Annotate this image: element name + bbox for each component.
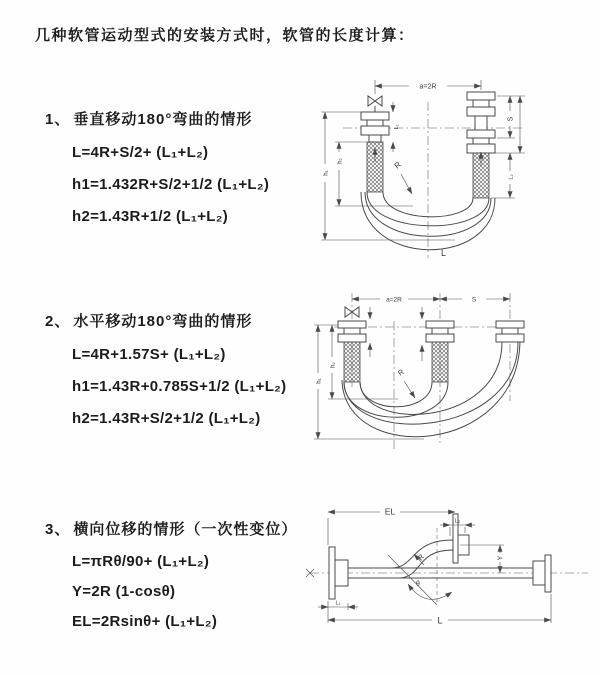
dim-travel-label: S	[471, 296, 477, 304]
fitting-length-arrows	[370, 307, 422, 361]
radius-label: R	[392, 159, 403, 171]
angle-construction	[388, 528, 452, 605]
formula-length: L=4R+S/2+ (L₁+L₂)	[72, 143, 209, 161]
length-dimension	[328, 594, 551, 626]
left-flange-fitting	[329, 547, 348, 599]
section-2-number: 2、	[45, 312, 71, 330]
height-dimensions	[314, 325, 424, 439]
dim-el-label: EL	[384, 506, 396, 517]
diagram-horizontal-move-180	[306, 281, 598, 453]
dim-y-label: Y	[497, 555, 505, 561]
section-2-heading	[45, 302, 286, 338]
right-flange-fitting	[496, 321, 524, 342]
radius-leader	[396, 367, 415, 398]
middle-flange-fitting	[426, 321, 454, 382]
formula-h1: h1=1.432R+S/2+1/2 (L₁+L₂)	[72, 175, 270, 193]
left-flange-fitting	[361, 112, 389, 192]
section-1-heading	[45, 100, 269, 136]
dim-fit-right-label: L₂	[508, 174, 515, 180]
angle-label: θ	[416, 581, 420, 588]
formula-length: L=4R+1.57S+ (L₁+L₂)	[72, 345, 226, 363]
section-1-title: 垂直移动180°弯曲的情形	[73, 110, 253, 128]
section-1-number: 1、	[45, 110, 71, 128]
dim-h2-label: h₂	[330, 362, 337, 368]
section-3-heading	[45, 510, 297, 546]
dim-fit-left-label: L₁	[394, 124, 400, 130]
hose-curves	[342, 339, 520, 437]
dim-h1-label: h₁	[316, 378, 323, 384]
radius-leader	[393, 160, 412, 194]
dim-span-label: a=2R	[386, 296, 402, 304]
dim-travel-label: S	[507, 116, 515, 122]
fit-left-dimension	[318, 601, 358, 611]
dim-fit-left-label: L₁	[335, 600, 341, 607]
radius-label: R	[415, 552, 427, 563]
dim-span-label: a=2R	[419, 83, 437, 91]
dim-h2-label: h₂	[337, 158, 344, 164]
diagram-vertical-move-180	[313, 66, 598, 261]
formula-el: EL=2Rsinθ+ (L₁+L₂)	[72, 612, 218, 630]
formula-h2: h2=1.43R+S/2+1/2 (L₁+L₂)	[72, 409, 261, 427]
formula-length: L=πRθ/90+ (L₁+L₂)	[72, 552, 210, 570]
dim-fit-right-label: L₂	[454, 518, 461, 525]
section-3-title: 横向位移的情形（一次性变位）	[73, 520, 298, 538]
left-flange-fitting	[338, 321, 366, 382]
section-1	[45, 100, 269, 232]
top-dimension	[352, 297, 510, 304]
right-flange-fitting	[467, 92, 495, 198]
lower-right-flange-fitting	[533, 555, 551, 592]
formula-h1: h1=1.43R+0.785S+1/2 (L₁+L₂)	[72, 377, 287, 395]
radius-label: R	[396, 367, 406, 378]
page-title: 几种软管运动型式的安装方式时，软管的长度计算：	[35, 27, 415, 44]
section-3-number: 3、	[45, 520, 71, 538]
formula-h2: h2=1.43R+1/2 (L₁+L₂)	[72, 207, 229, 225]
left-fit-dimension	[393, 102, 400, 152]
right-dimensions	[491, 96, 525, 198]
el-dimension	[328, 507, 455, 546]
top-dimension	[375, 80, 481, 94]
section-2	[45, 302, 286, 434]
dim-h1-label: h₁	[323, 170, 330, 176]
diagram-lateral-displacement	[296, 498, 598, 653]
section-3	[45, 510, 297, 636]
length-label: L	[441, 248, 447, 258]
section-2-title: 水平移动180°弯曲的情形	[73, 312, 253, 330]
formula-y: Y=2R (1-cosθ)	[72, 582, 176, 600]
dim-length-label: L	[437, 615, 443, 626]
valve-icon	[368, 96, 382, 112]
